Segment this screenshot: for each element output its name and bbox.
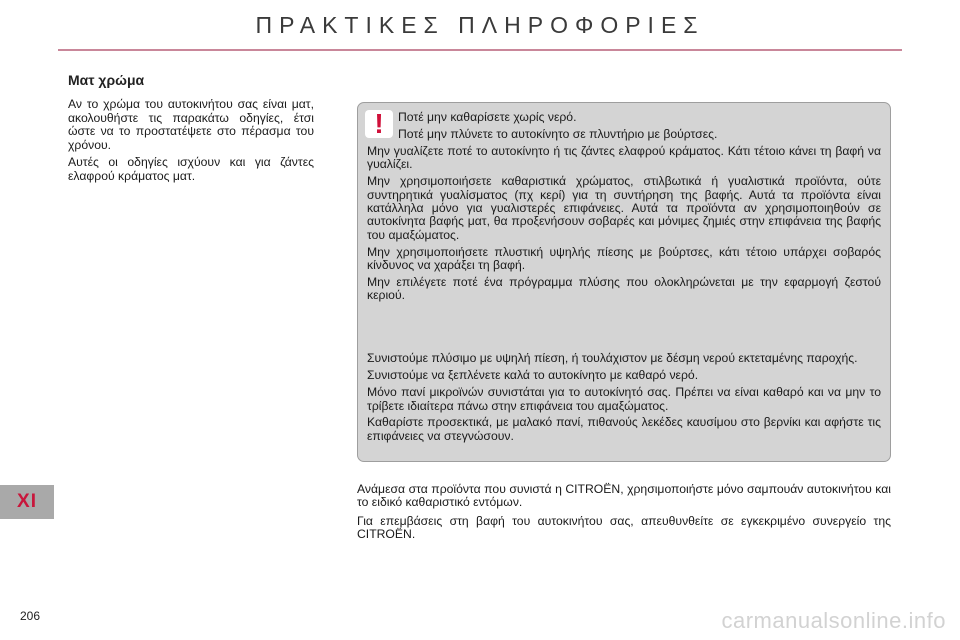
warning-paragraph: Μην επιλέγετε ποτέ ένα πρόγραμμα πλύσης που ολοκληρώνεται με την εφαρμογή ζεστού κεριού. bbox=[367, 274, 881, 303]
page-number: 206 bbox=[20, 609, 41, 623]
products-text bbox=[357, 483, 891, 547]
warning-paragraph: Μην χρησιμοποιήσετε πλυστική υψηλής πίεσης με βούρτσες, κάτι τέτοιο υπάρχει σοβαρός κίνδυνος να χαράξει τη βαφή. bbox=[367, 244, 881, 273]
exclamation-warning-icon: ! bbox=[365, 110, 393, 138]
products-paragraph: Για επεμβάσεις στη βαφή του αυτοκινήτου σας, απευθυνθείτε σε εγκεκριμένο συνεργείο της CITROËN. bbox=[357, 513, 891, 542]
page-title: ΠΡΑΚΤΙΚΕΣ ΠΛΗΡΟΦΟΡΙΕΣ bbox=[255, 12, 705, 38]
watermark: carmanualsonline.info bbox=[721, 608, 946, 633]
spacer bbox=[367, 306, 881, 352]
warning-box bbox=[357, 102, 891, 462]
warning-line: Ποτέ μην καθαρίσετε χωρίς νερό. bbox=[398, 110, 577, 124]
recommendation-paragraph: Συνιστούμε να ξεπλένετε καλά το αυτοκίνητο με καθαρό νερό. bbox=[367, 368, 699, 383]
intro-paragraph: Αν το χρώμα του αυτοκινήτου σας είναι ματ, ακολουθήστε τις παρακάτω οδηγίες, έτσι ώστε να το προστατέψετε στο πέρασμα του χρόνου. bbox=[68, 97, 314, 152]
chapter-tab[interactable]: XI bbox=[0, 485, 54, 519]
warning-line: Ποτέ μην πλύνετε το αυτοκίνητο σε πλυντήριο με βούρτσες. bbox=[398, 126, 718, 141]
products-paragraph: Ανάμεσα στα προϊόντα που συνιστά η CITROËN, χρησιμοποιήστε μόνο σαμπουάν αυτοκινήτου και το ειδικό καθαριστικό εντόμων. bbox=[357, 482, 891, 510]
header-divider bbox=[58, 49, 902, 51]
warning-paragraph: Μην γυαλίζετε ποτέ το αυτοκίνητο ή τις ζάντες ελαφρού κράματος. Κάτι τέτοιο κάνει τη βαφή να γυαλίζει. bbox=[367, 143, 881, 172]
recommendation-paragraph: Καθαρίστε προσεκτικά, με μαλακό πανί, πιθανούς λεκέδες καυσίμου στο βερνίκι και αφήστε τις επιφάνειες να στεγνώσουν. bbox=[367, 415, 881, 443]
warning-paragraph: Μην χρησιμοποιήσετε καθαριστικά χρώματος, στιλβωτικά ή γυαλιστικά προϊόντα, ούτε συντηρητικά γυαλίσματος (πχ κερί) για τη συντήρηση της βαφής. Αυτά τα προϊόντα είναι κατάλληλα μόνο για γυαλιστερές επιφάνειες. Αυτά τα προϊόντα αν χρησιμοποιηθούν σε αυτοκίνητα βαφής ματ, θα προξενήσουν σοβαρές και μόνιμες ζημιές στην επιφάνεια της βαφής του αμαξώματος. bbox=[367, 174, 881, 242]
section-title: Ματ χρώμα bbox=[68, 72, 145, 88]
intro-paragraph: Αυτές οι οδηγίες ισχύουν και για ζάντες ελαφρού κράματος ματ. bbox=[68, 155, 314, 183]
recommendation-paragraph: Μόνο πανί μικροϊνών συνιστάται για το αυτοκίνητό σας. Πρέπει να είναι καθαρό και να μην το τρίβετε ιδιαίτερα πάνω στην επιφάνεια του αμαξώματος. bbox=[367, 385, 881, 413]
recommendation-paragraph: Συνιστούμε πλύσιμο με υψηλή πίεση, ή τουλάχιστον με δέσμη νερού εκτεταμένης παροχής. bbox=[367, 351, 858, 366]
intro-text bbox=[68, 98, 314, 187]
